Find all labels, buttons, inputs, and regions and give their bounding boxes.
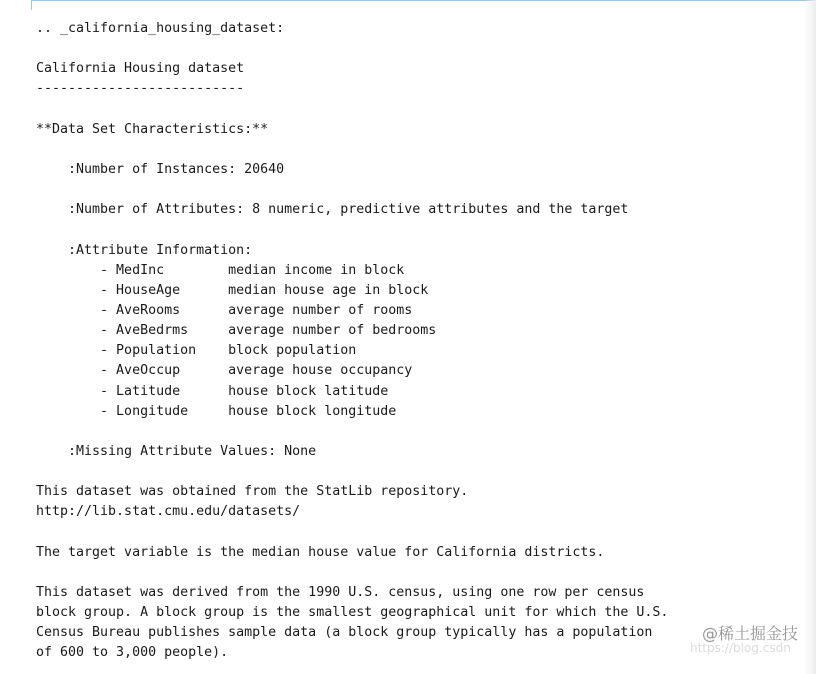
output-line: of 600 to 3,000 people). — [36, 645, 229, 661]
output-line: :Number of Instances: 20640 — [36, 161, 285, 177]
dataset-description-output — [36, 19, 668, 664]
output-line: .. _california_housing_dataset: — [36, 21, 285, 36]
output-line: This dataset was derived from the 1990 U.S. census, using one row per census — [36, 584, 645, 600]
output-line — [36, 100, 668, 120]
output-line: Census Bureau publishes sample data (a block group typically has a population — [36, 625, 653, 641]
output-line: - Population block population — [36, 343, 357, 359]
output-line: - MedInc median income in block — [36, 262, 405, 278]
output-line: -------------------------- — [36, 81, 245, 97]
output-line: :Missing Attribute Values: None — [36, 443, 317, 459]
output-line: - AveBedrms average number of bedrooms — [36, 323, 437, 339]
output-line: California Housing dataset — [36, 61, 245, 77]
output-line: :Number of Attributes: 8 numeric, predictive attributes and the target — [36, 202, 629, 218]
output-line: **Data Set Characteristics:** — [36, 121, 269, 137]
output-line — [36, 220, 668, 240]
output-line: http://lib.stat.cmu.edu/datasets/ — [36, 504, 301, 520]
output-line: - AveOccup average house occupancy — [36, 363, 413, 379]
watermark: @稀土掘金技 — [702, 624, 799, 643]
output-line — [36, 180, 668, 200]
output-line — [36, 140, 668, 160]
output-line — [36, 422, 668, 442]
output-line — [36, 523, 668, 543]
output-line: block group. A block group is the smallest geographical unit for which the U.S. — [36, 605, 669, 621]
output-line — [36, 563, 668, 583]
output-line: - AveRooms average number of rooms — [36, 302, 413, 318]
output-line: - Latitude house block latitude — [36, 383, 389, 399]
output-line: - HouseAge median house age in block — [36, 282, 429, 298]
cell-border — [31, 0, 816, 10]
scroll-edge-shade — [804, 0, 816, 674]
output-line: :Attribute Information: — [36, 242, 253, 258]
output-line: This dataset was obtained from the StatLib repository. — [36, 484, 469, 500]
watermark-url: https://blog.csdn — [690, 641, 791, 655]
output-line: The target variable is the median house value for California districts. — [36, 544, 605, 560]
output-line: - Longitude house block longitude — [36, 403, 397, 419]
output-line — [36, 39, 668, 59]
output-line — [36, 462, 668, 482]
